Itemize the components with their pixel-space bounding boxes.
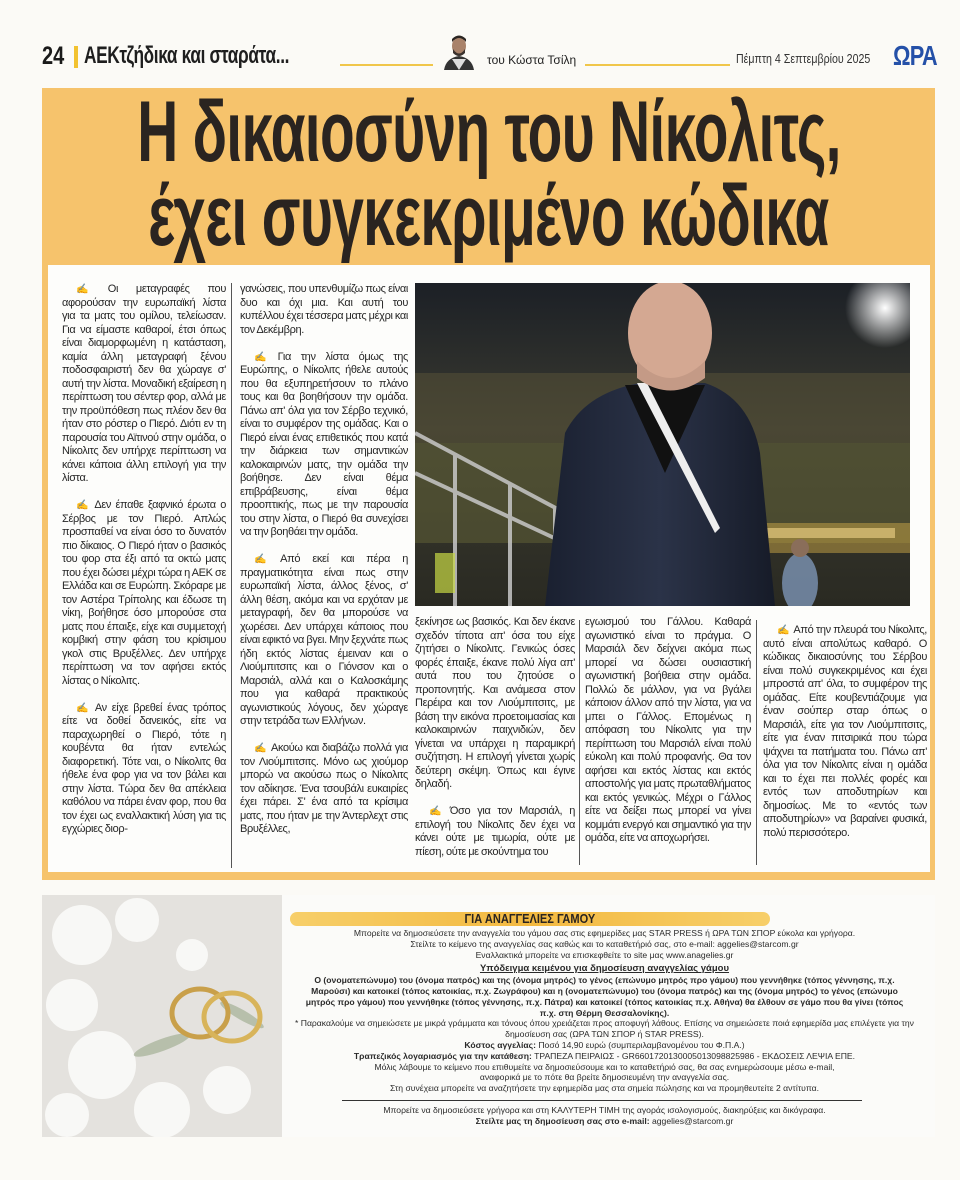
bank-label: Τραπεζικός λογαριασμός για την κατάθεση: — [353, 1050, 532, 1061]
paragraph-text: Από την πλευρά του Νίκολιτς, αυτό είναι απολύτως καθαρό. Ο κώδικας δικαιοσύνης του Σέρβου είναι πολύ συγκεκριμένος και έχει μπροστά απ' όλα, το συμφέρον της ομάδας. Είτε κουβεντιάζουμε για έναν σούπερ σταρ όπως ο Μαρσιάλ, είτε για τον Λιούμπιτσιτς, είτε για έναν πιτσιρικά που τώρα ψάχνει τα πατήματα του. Πάνω απ' όλα για τον Νίκολιτς είναι η ομάδα και το έχει πει πολλές φορές και εντός των αποδυτηρίων και δημοσίως. Με το «εντός των αποδυτηρίων» να βαραίνει φυσικά, πολύ περισσότερο. — [763, 624, 927, 839]
wedding-announcement-ad — [42, 895, 935, 1137]
ad-line: Στη συνέχεια μπορείτε να αναζητήσετε την εφημερίδα μας στα σημεία πώλησης και να προμηθευτείτε 2 αντίτυπα. — [389, 1083, 819, 1094]
pen-hand-icon: ✍ — [254, 743, 267, 754]
email-label: Στείλτε μας τη δημοσίευση σας στο e-mail: — [475, 1115, 650, 1126]
ad-line: Μπορείτε να δημοσιεύσετε γρήγορα και στη ΚΑΛΥΤΕΡΗ ΤΙΜΗ της αγοράς ισολογισμούς, διακηρύξεις και δικόγραφα. — [383, 1105, 826, 1115]
paragraph: εγωισμού του Γάλλου. Καθαρά αγωνιστικό είναι το πράγμα. Ο Μαρσιάλ δεν δείχνει ακόμα πως μπορεί να δώσει ουσιαστική αγωνιστική βοήθεια στην ομάδα. Πολλώ δε μάλλον, για να βγάλει κάποιον άλλον από την λίστα, για να μπει ο Γάλλος. Επομένως η απόφαση του Νίκολιτς για την περίπτωση του Μαρσιάλ είναι πολύ εύκολη και πολύ προφανής. Θα τον αφήσει και εκτός λίστας και εκτός αποστολής για ματς πρωταθλήματος και εκτός γενικώς. Μέχρι ο Γάλλος είτε να δείξει πως μπορεί να γίνει κομμάτι ενεργό και σημαντικό για την ομάδα, είτε να αποχωρήσει. — [585, 616, 751, 844]
bank-value: ΤΡΑΠΕΖΑ ΠΕΙΡΑΙΩΣ - GR6601720130005013098825986 - ΕΚΔΟΣΕΙΣ ΛΕΨΙΑ ΕΠΕ. — [534, 1050, 856, 1061]
author-photo — [440, 32, 478, 70]
pen-hand-icon: ✍ — [429, 806, 446, 817]
paragraph: γανώσεις, που υπενθυμίζω πως είναι δυο και όχι μια. Και αυτή του κυπέλλου έχει τέσσερα ματς μέχρι και τον Δεκέμβρη. — [240, 283, 408, 336]
ad-title-text: ΓΙΑ ΑΝΑΓΓΕΛΙΕΣ ΓΑΜΟΥ — [464, 911, 596, 926]
cost-value: Ποσό 14,90 ευρώ (συμπεριλαμβανομένου του Φ.Π.Α.) — [538, 1039, 745, 1050]
wedding-rings-image — [42, 895, 282, 1137]
column-divider — [756, 620, 757, 865]
paragraph-text: Αν είχε βρεθεί ένας τρόπος είτε να δοθεί δανεικός, είτε να παραχωρηθεί ο Πιερό, τότε η κουβέντα θα ήταν εντελώς διαφορετική. Τότε ναι, ο Νίκολιτς θα ήθελε ένα φορ για να τον βάλει και στην λίστα. Τώρα δεν θα απέκλεια καθόλου να πάρει έναν φορ, που θα τον έχει ως εναλλακτική λύση για τις εγχώριες διορ- — [62, 701, 226, 835]
headline-line-1 — [42, 84, 935, 180]
ad-sample-text: Ο (ονοματεπώνυμο) του (όνομα πατρός) και της (όνομα μητρός) το γένος (επώνυμο μητρός προ γάμου) που γεννήθηκε (τόπος γέννησης, π.χ. Μαρούσι) και κατοικεί (τόπος κατοικίας, π.χ. Ζωγράφου) και η (ονοματεπώνυμο) του (όνομα πατρός) και της (όνομα μητρός) το γένος (επώνυμο μητρός προ γάμου) που γεννήθηκε (τόπος γέννησης, π.χ. Πάτρα) και κατοικεί (τόπος κατοικίας π.χ. Αθήνα) θα έλθουν σε γάμο που θα γίνει (τόπος π.χ. στη Θέρμη Θεσσαλονίκης). — [305, 975, 904, 1018]
article-column-5 — [763, 624, 927, 854]
paragraph-text: Ακούω και διαβάζω πολλά για τον Λιούμπιτσιτς. Μόνο ως χιούμορ μπορώ να ακούσω πως ο Νίκολιτς τον αδίκησε. Ένα τσουβάλι ευκαιρίες έχει πάρει. Σ' ένα από τα κρίσιμα ματς, που ήταν με την Άντερλεχτ στις Βρυξέλλες, — [240, 742, 408, 835]
pen-hand-icon: ✍ — [76, 284, 104, 295]
paragraph-text: Από εκεί και πέρα η πραγματικότητα είναι πως στην ευρωπαϊκή λίστα, άλλος ξένος, σ' άλλη θέση, ακόμα και να ερχόταν με μεταγραφή, δεν θα μπορούσε να χωρέσει. Δεν υπάρχει κάποιος που είναι εφικτό να βγει. Μην ξεχνάτε πως ήδη εκτός λίστας έμειναν και ο Λιούμπιτσιτς και ο Γιόνσον και ο Μαρσιάλ, αλλά και ο Καλοσκάμης που για καθαρά πρακτικούς αγωνιστικούς λόγους, δεν χώραγε στην τετράδα των Ελλήνων. — [240, 553, 408, 727]
paragraph-text: Για την λίστα όμως της Ευρώπης, ο Νίκολιτς ήθελε αυτούς που θα εξυπηρετήσουν το πλάνο τους και θα βοηθήσουν την ομάδα. Πάνω απ' όλα για τον Σέρβο τεχνικό, είναι το συμφέρον της ομάδας. Και ο Πιερό είναι ένας επιθετικός που κατά την διάρκεια των σημαντικών καλοκαιρινών ματς, την ομάδα την βοήθησε. Δεν είναι θέμα επιβράβευσης, είναι θέμα προοπτικής, πως με την παρουσία του στην λίστα, ο Πιερό θα συνεχίσει να την βοηθάει την ομάδα. — [240, 350, 408, 538]
paragraph — [240, 742, 408, 837]
paragraph — [240, 553, 408, 729]
article-column-3 — [415, 616, 575, 873]
header-accent-bar — [74, 46, 78, 68]
ad-divider — [342, 1100, 862, 1101]
ad-note: * Παρακαλούμε να σημειώσετε με μικρά γράμματα και τόνους όπου χρειάζεται προς αποφυγή λάθους. Επίσης να σημειώσετε ποιά εφημερίδα μας επιλέγετε για την δημοσίευση σας (ΩΡΑ ΤΩΝ ΣΠΟΡ ή STAR PRESS). — [295, 1018, 914, 1040]
email-address[interactable]: aggelies@starcom.gr — [652, 1115, 734, 1126]
article-column-2 — [240, 283, 408, 850]
author-byline: του Κώστα Τσίλη — [487, 53, 577, 67]
article-photo — [415, 283, 910, 606]
cost-label: Κόστος αγγελίας: — [464, 1039, 536, 1050]
ad-line: Εναλλακτικά μπορείτε να επισκεφθείτε το site μας www.anagelies.gr — [475, 949, 734, 960]
paragraph — [763, 624, 927, 840]
page-header — [40, 40, 938, 76]
paragraph-text: Οι μεταγραφές που αφορούσαν την ευρωπαϊκή λίστα για τα ματς του ομίλου, τελείωσαν. Για να είμαστε καθαροί, έτσι όπως είναι διαμορφωμένη η κατάσταση, καμία άλλη μεταγραφή ξένου ποδοσφαιριστή δεν θα χώραγε σ' αυτή την λίστα. Μοναδική εξαίρεση η περίπτωση του σέντερ φορ, αλλά με την προϋπόθεση πως πλέον δεν θα ήταν στο ρόστερ ο Πιερό. Διότι εν τη παρουσία του Αϊτινού στην ομάδα, ο Νίκολιτς δεν υπήρχε περίπτωση να κάνει κάποια άλλη επιλογή για την λίστα. — [62, 283, 226, 484]
pen-hand-icon: ✍ — [254, 351, 274, 363]
ad-intro — [287, 928, 922, 1094]
column-divider — [579, 620, 580, 865]
pen-hand-icon: ✍ — [254, 554, 277, 565]
column-divider — [231, 283, 232, 868]
article-column-1 — [62, 283, 226, 850]
paragraph — [62, 702, 226, 837]
paragraph-text: Δεν έπαθε ξαφνικό έρωτα ο Σέρβος με τον Πιερό. Απλώς προσπαθεί να είναι όσο το δυνατόν πιο δίκαιος. Ο Πιερό ήταν ο βασικός του φορ στα έξι από τα οκτώ ματς που έχει δώσει μέχρι τώρα η ΑΕΚ σε Ελλάδα και σε Ευρώπη. Σκόραρε με τον Αστέρα Τρίπολης και έδωσε τη νίκη, βοήθησε όσο μπορούσε στα ματς που έπαιξε, είχε και συμμετοχή κομβική στην φάση του κρίσιμου γκολ στις Βρυξέλλες. Δεν υπήρχε περίπτωση να τον αφήσει εκτός λίστας ο Νίκολιτς. — [62, 499, 226, 687]
pen-hand-icon: ✍ — [76, 500, 91, 511]
headline-line-2 — [42, 168, 935, 264]
pen-hand-icon: ✍ — [76, 702, 91, 714]
header-rule — [585, 64, 730, 66]
page-number: 24 — [42, 42, 65, 70]
ad-line: αναφορικά με το πότε θα βρείτε δημοσιευμένη την αναγγελία σας. — [479, 1072, 730, 1083]
ad-line: Μπορείτε να δημοσιεύσετε την αναγγελία του γάμου σας στις εφημερίδες μας STAR PRESS ή ΩΡΑ ΤΩΝ ΣΠΟΡ εύκολα και γρήγορα. — [353, 928, 856, 938]
paragraph: ξεκίνησε ως βασικός. Και δεν έκανε σχεδόν τίποτα απ' όσα του είχε ζητήσει ο Νίκολιτς. Γενικώς όσες φορές έπαιξε, έκανε πολύ λίγα απ' αυτά που του ζητούσε ο προπονητής. Και ανάμεσα στον Περέιρα και τον Λιούμπιτσιτς, με βάση την εικόνα προετοιμασίας και καλοκαιρινών παιχνιδιών, δεν γίνεται να υπάρχει η παραμικρή συζήτηση. Η επιλογή γίνεται χωρίς δεύτερη σκέψη. Όπως και έγινε δηλαδή. — [415, 616, 575, 790]
ad-line: Στείλτε το κείμενο της αναγγελίας σας καθώς και το καταθετήριό σας, στο e-mail: aggelies@starcom.gr — [410, 938, 799, 949]
paragraph — [62, 499, 226, 688]
issue-date: Πέμπτη 4 Σεπτεμβρίου 2025 — [736, 52, 871, 66]
header-rule — [340, 64, 433, 66]
ad-sample-title: Υπόδειγμα κειμένου για δημοσίευση αναγγελίας γάμου — [479, 963, 730, 975]
article-column-4 — [585, 616, 751, 859]
paragraph — [415, 805, 575, 859]
pen-hand-icon: ✍ — [777, 625, 790, 636]
headline-text: έχει συγκεκριμένο κώδικα — [148, 168, 829, 264]
column-title: ΑΕΚτζήδικα και σταράτα... — [84, 42, 290, 69]
ad-footer — [287, 1105, 922, 1127]
ad-line: Μόλις λάβουμε το κείμενο που επιθυμείτε να δημοσιεύσουμε και το καταθετήριό σας, θα σας ενημερώσουμε μέσω e-mail, — [374, 1061, 835, 1072]
paragraph — [62, 283, 226, 486]
newspaper-logo: ΩΡΑ — [893, 40, 937, 71]
paragraph-text: Όσο για τον Μαρσιάλ, η επιλογή του Νίκολιτς δεν έχει να κάνει ούτε με τιμωρία, ούτε με πίεση, ούτε με σκούντημα του — [415, 805, 575, 858]
ad-title — [290, 912, 770, 926]
paragraph — [240, 351, 408, 540]
headline-text: Η δικαιοσύνη του Νίκολιτς, — [136, 84, 841, 180]
